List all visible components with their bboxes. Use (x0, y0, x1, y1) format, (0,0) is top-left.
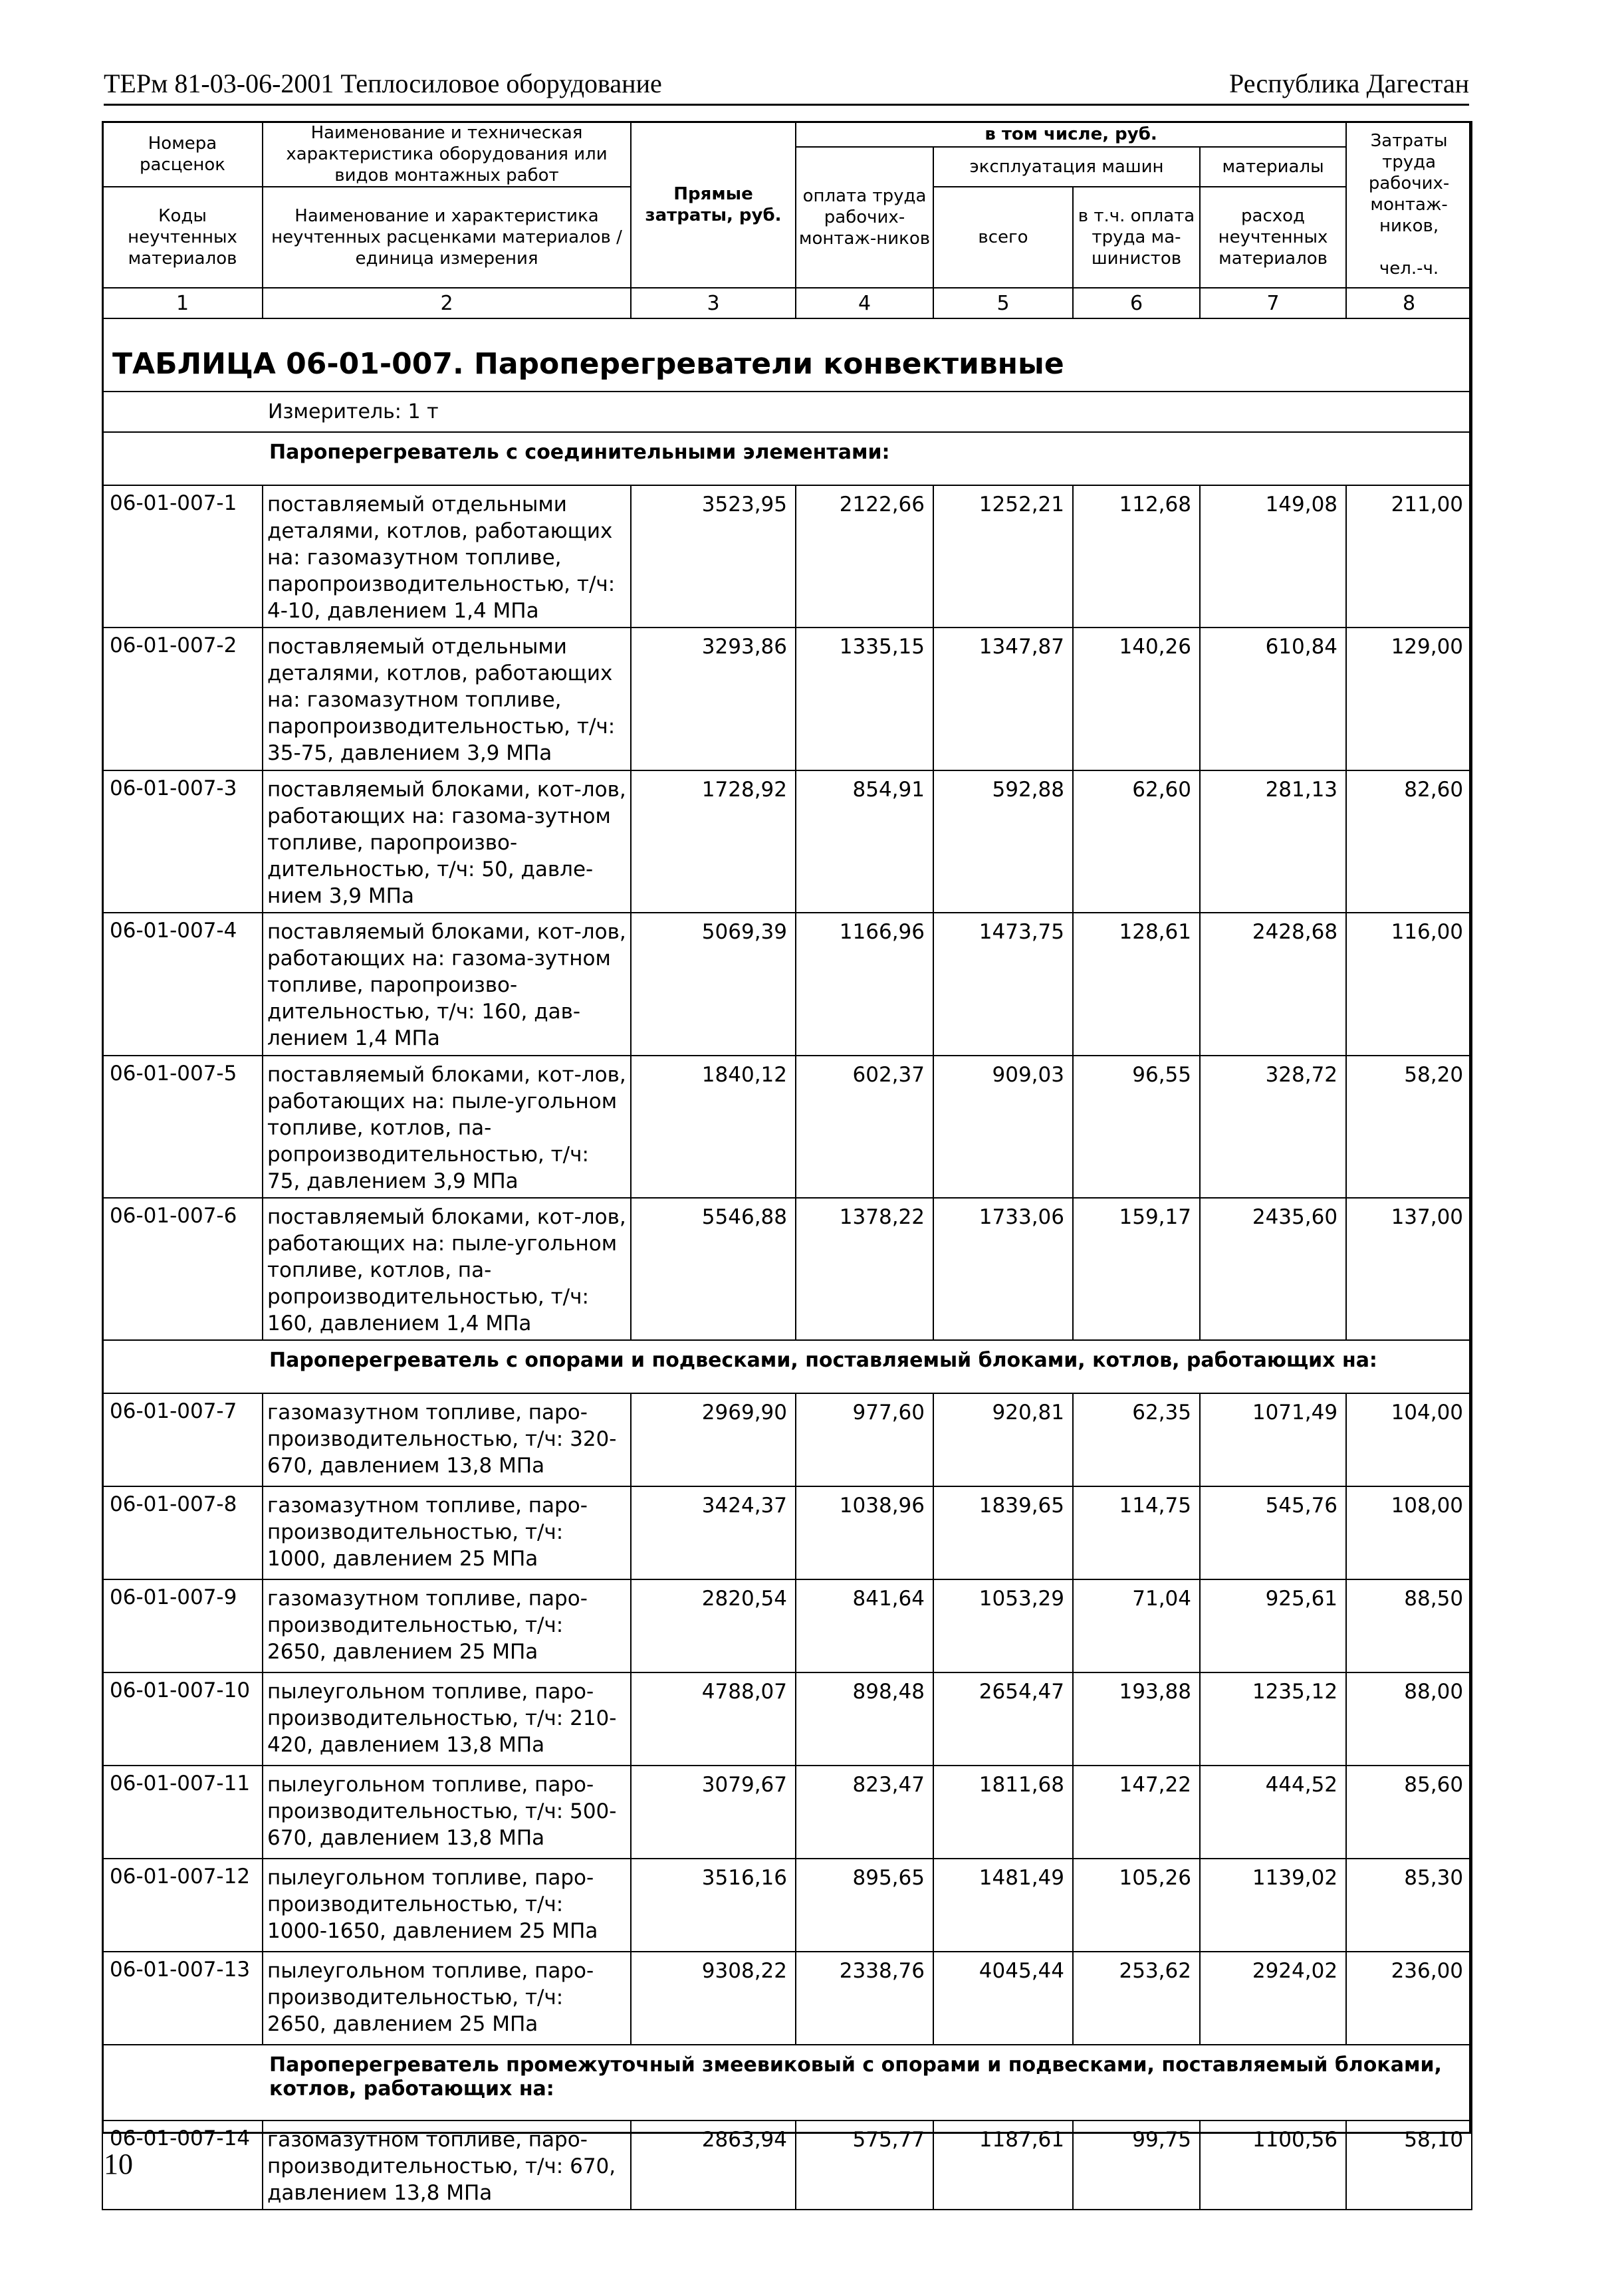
col5-header: всего (933, 187, 1073, 288)
direct-costs: 1840,12 (631, 1056, 796, 1198)
column-number: 1 (102, 288, 263, 318)
machines-header: эксплуатация машин (933, 147, 1200, 187)
rate-code: 06-01-007-2 (102, 628, 263, 770)
worker-wages: 898,48 (796, 1672, 933, 1766)
worker-wages: 841,64 (796, 1579, 933, 1672)
materials-costs: 2428,68 (1200, 913, 1346, 1056)
column-number: 4 (796, 288, 933, 318)
machine-costs-total: 1053,29 (933, 1579, 1073, 1672)
column-number: 3 (631, 288, 796, 318)
rate-code: 06-01-007-11 (102, 1766, 263, 1859)
machine-costs-total: 1347,87 (933, 628, 1073, 770)
materials-costs: 1139,02 (1200, 1859, 1346, 1952)
machinist-wages: 99,75 (1073, 2121, 1200, 2210)
col4-header: оплата труда рабочих-монтаж-ников (796, 147, 933, 288)
table-row (102, 2121, 1472, 2210)
direct-costs: 3516,16 (631, 1859, 796, 1952)
rate-description: поставляемый блоками, кот-лов, работающих на: пыле-угольном топливе, котлов, па-ропроизводительностью, т/ч: 75, давлением 3,9 МПа (263, 1056, 631, 1198)
machinist-wages: 253,62 (1073, 1952, 1200, 2045)
rate-description: газомазутном топливе, паро-производительностью, т/ч: 1000, давлением 25 МПа (263, 1486, 631, 1579)
labor-hours: 88,50 (1346, 1579, 1472, 1672)
table-row (102, 1579, 1472, 1672)
rates-table (102, 121, 1472, 2210)
machine-costs-total: 592,88 (933, 770, 1073, 913)
machine-costs-total: 1187,61 (933, 2121, 1073, 2210)
col1-header-top: Номера расценок (102, 122, 263, 187)
materials-header: материалы (1200, 147, 1346, 187)
rate-code: 06-01-007-9 (102, 1579, 263, 1672)
machine-costs-total: 4045,44 (933, 1952, 1073, 2045)
table-row (102, 1766, 1472, 1859)
machinist-wages: 193,88 (1073, 1672, 1200, 1766)
worker-wages: 2122,66 (796, 485, 933, 628)
measure-unit: Измеритель: 1 т (102, 392, 1472, 432)
machine-costs-total: 1252,21 (933, 485, 1073, 628)
machinist-wages: 159,17 (1073, 1198, 1200, 1340)
worker-wages: 1038,96 (796, 1486, 933, 1579)
materials-costs: 1071,49 (1200, 1393, 1346, 1486)
labor-hours: 104,00 (1346, 1393, 1472, 1486)
rate-code: 06-01-007-7 (102, 1393, 263, 1486)
rate-description: газомазутном топливе, паро-производительностью, т/ч: 670, давлением 13,8 МПа (263, 2121, 631, 2210)
worker-wages: 895,65 (796, 1859, 933, 1952)
machine-costs-total: 920,81 (933, 1393, 1073, 1486)
materials-costs: 545,76 (1200, 1486, 1346, 1579)
col2-header-top: Наименование и техническая характеристика оборудования или видов монтажных работ (263, 122, 631, 187)
direct-costs: 2820,54 (631, 1579, 796, 1672)
table-title: ТАБЛИЦА 06-01-007. Пароперегреватели конвективные (102, 318, 1472, 392)
group-title: Пароперегреватель промежуточный змеевиковый с опорами и подвесками, поставляемый блоками, котлов, работающих на: (102, 2045, 1472, 2121)
column-number: 8 (1346, 288, 1472, 318)
direct-costs: 5546,88 (631, 1198, 796, 1340)
direct-costs: 2863,94 (631, 2121, 796, 2210)
rate-code: 06-01-007-1 (102, 485, 263, 628)
materials-costs: 1235,12 (1200, 1672, 1346, 1766)
group-heading-row (102, 1340, 1472, 1393)
rate-description: пылеугольном топливе, паро-производительностью, т/ч: 2650, давлением 25 МПа (263, 1952, 631, 2045)
worker-wages: 602,37 (796, 1056, 933, 1198)
rate-code: 06-01-007-3 (102, 770, 263, 913)
header-row-1 (102, 122, 1472, 147)
worker-wages: 1378,22 (796, 1198, 933, 1340)
rate-code: 06-01-007-5 (102, 1056, 263, 1198)
region-name: Республика Дагестан (1229, 68, 1469, 98)
rate-code: 06-01-007-13 (102, 1952, 263, 2045)
worker-wages: 854,91 (796, 770, 933, 913)
group-heading-row (102, 432, 1472, 485)
materials-costs: 444,52 (1200, 1766, 1346, 1859)
col3-header: Прямые затраты, руб. (631, 122, 796, 288)
rate-description: поставляемый блоками, кот-лов, работающих на: газома-зутном топливе, паропроизво-дительностью, т/ч: 50, давле-нием 3,9 МПа (263, 770, 631, 913)
column-number: 2 (263, 288, 631, 318)
table-row (102, 485, 1472, 628)
machine-costs-total: 1733,06 (933, 1198, 1073, 1340)
rate-description: поставляемый блоками, кот-лов, работающих на: газома-зутном топливе, паропроизво-дительностью, т/ч: 160, дав-лением 1,4 МПа (263, 913, 631, 1056)
column-numbers-row (102, 288, 1472, 318)
rate-description: пылеугольном топливе, паро-производительностью, т/ч: 1000-1650, давлением 25 МПа (263, 1859, 631, 1952)
machinist-wages: 114,75 (1073, 1486, 1200, 1579)
page-header (104, 64, 1469, 106)
machinist-wages: 96,55 (1073, 1056, 1200, 1198)
machinist-wages: 105,26 (1073, 1859, 1200, 1952)
col8-header-unit: чел.-ч. (1379, 259, 1439, 279)
col6-header: в т.ч. оплата труда ма-шинистов (1073, 187, 1200, 288)
materials-costs: 925,61 (1200, 1579, 1346, 1672)
rate-code: 06-01-007-4 (102, 913, 263, 1056)
machinist-wages: 128,61 (1073, 913, 1200, 1056)
column-number: 7 (1200, 288, 1346, 318)
col7-header: расход неучтенных материалов (1200, 187, 1346, 288)
rate-description: пылеугольном топливе, паро-производительностью, т/ч: 210-420, давлением 13,8 МПа (263, 1672, 631, 1766)
labor-hours: 85,60 (1346, 1766, 1472, 1859)
measure-row (102, 392, 1472, 432)
materials-costs: 2924,02 (1200, 1952, 1346, 2045)
table-row (102, 913, 1472, 1056)
direct-costs: 2969,90 (631, 1393, 796, 1486)
materials-costs: 610,84 (1200, 628, 1346, 770)
page-number: 10 (104, 2148, 133, 2180)
worker-wages: 823,47 (796, 1766, 933, 1859)
group-title: Пароперегреватель с соединительными элементами: (102, 432, 1472, 485)
labor-hours: 137,00 (1346, 1198, 1472, 1340)
direct-costs: 1728,92 (631, 770, 796, 913)
direct-costs: 3293,86 (631, 628, 796, 770)
table-row (102, 1393, 1472, 1486)
materials-costs: 2435,60 (1200, 1198, 1346, 1340)
rate-code: 06-01-007-8 (102, 1486, 263, 1579)
rate-description: поставляемый отдельными деталями, котлов, работающих на: газомазутном топливе, паропроизводительностью, т/ч: 35-75, давлением 3,9 МПа (263, 628, 631, 770)
rate-description: поставляемый блоками, кот-лов, работающих на: пыле-угольном топливе, котлов, па-ропроизводительностью, т/ч: 160, давлением 1,4 МПа (263, 1198, 631, 1340)
labor-hours: 129,00 (1346, 628, 1472, 770)
rate-description: поставляемый отдельными деталями, котлов, работающих на: газомазутном топливе, паропроизводительностью, т/ч: 4-10, давлением 1,4 МПа (263, 485, 631, 628)
table-row (102, 1198, 1472, 1340)
rate-code: 06-01-007-12 (102, 1859, 263, 1952)
worker-wages: 1335,15 (796, 628, 933, 770)
machinist-wages: 140,26 (1073, 628, 1200, 770)
machine-costs-total: 909,03 (933, 1056, 1073, 1198)
table-row (102, 1672, 1472, 1766)
materials-costs: 149,08 (1200, 485, 1346, 628)
table-row (102, 628, 1472, 770)
column-number: 6 (1073, 288, 1200, 318)
materials-costs: 281,13 (1200, 770, 1346, 913)
direct-costs: 3079,67 (631, 1766, 796, 1859)
rate-code: 06-01-007-10 (102, 1672, 263, 1766)
col8-header-text: Затраты труда рабочих-монтаж-ников, (1368, 131, 1450, 236)
machinist-wages: 71,04 (1073, 1579, 1200, 1672)
table-row (102, 770, 1472, 913)
table-row (102, 1056, 1472, 1198)
labor-hours: 85,30 (1346, 1859, 1472, 1952)
document-title: ТЕРм 81-03-06-2001 Теплосиловое оборудование (104, 68, 662, 98)
rate-code: 06-01-007-6 (102, 1198, 263, 1340)
labor-hours: 116,00 (1346, 913, 1472, 1056)
materials-costs: 328,72 (1200, 1056, 1346, 1198)
group-title: Пароперегреватель с опорами и подвесками, поставляемый блоками, котлов, работающих на: (102, 1340, 1472, 1393)
col1-header-bottom: Коды неучтенных материалов (102, 187, 263, 288)
direct-costs: 5069,39 (631, 913, 796, 1056)
machinist-wages: 62,60 (1073, 770, 1200, 913)
table-row (102, 1952, 1472, 2045)
rate-description: пылеугольном топливе, паро-производительностью, т/ч: 500-670, давлением 13,8 МПа (263, 1766, 631, 1859)
worker-wages: 1166,96 (796, 913, 933, 1056)
column-number: 5 (933, 288, 1073, 318)
table-row (102, 1859, 1472, 1952)
worker-wages: 977,60 (796, 1393, 933, 1486)
labor-hours: 211,00 (1346, 485, 1472, 628)
worker-wages: 2338,76 (796, 1952, 933, 2045)
labor-hours: 108,00 (1346, 1486, 1472, 1579)
col2-header-bottom: Наименование и характеристика неучтенных расценками материалов / единица измерения (263, 187, 631, 288)
materials-costs: 1100,56 (1200, 2121, 1346, 2210)
rate-code: 06-01-007-14 (102, 2121, 263, 2210)
machine-costs-total: 1839,65 (933, 1486, 1073, 1579)
labor-hours: 88,00 (1346, 1672, 1472, 1766)
labor-hours: 236,00 (1346, 1952, 1472, 2045)
direct-costs: 9308,22 (631, 1952, 796, 2045)
rate-description: газомазутном топливе, паро-производительностью, т/ч: 320-670, давлением 13,8 МПа (263, 1393, 631, 1486)
machine-costs-total: 1481,49 (933, 1859, 1073, 1952)
worker-wages: 575,77 (796, 2121, 933, 2210)
machine-costs-total: 1473,75 (933, 913, 1073, 1056)
labor-hours: 82,60 (1346, 770, 1472, 913)
table-title-row (102, 318, 1472, 392)
incl-header: в том числе, руб. (796, 122, 1346, 147)
labor-hours: 58,20 (1346, 1056, 1472, 1198)
machinist-wages: 147,22 (1073, 1766, 1200, 1859)
machinist-wages: 112,68 (1073, 485, 1200, 628)
col8-header (1346, 122, 1472, 288)
direct-costs: 3424,37 (631, 1486, 796, 1579)
machinist-wages: 62,35 (1073, 1393, 1200, 1486)
table-row (102, 1486, 1472, 1579)
machine-costs-total: 2654,47 (933, 1672, 1073, 1766)
direct-costs: 3523,95 (631, 485, 796, 628)
direct-costs: 4788,07 (631, 1672, 796, 1766)
labor-hours: 58,10 (1346, 2121, 1472, 2210)
rate-description: газомазутном топливе, паро-производительностью, т/ч: 2650, давлением 25 МПа (263, 1579, 631, 1672)
machine-costs-total: 1811,68 (933, 1766, 1073, 1859)
group-heading-row (102, 2045, 1472, 2121)
